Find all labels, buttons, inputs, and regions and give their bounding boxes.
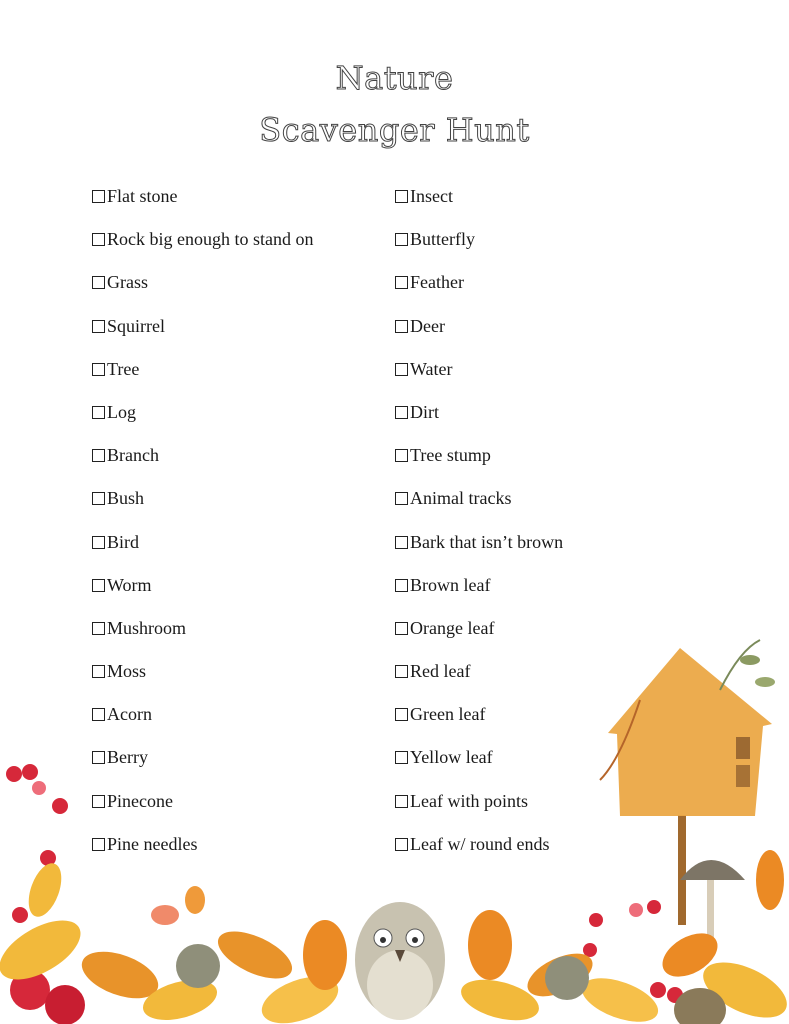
checklist-item-label: Brown leaf <box>410 574 491 595</box>
checkbox[interactable] <box>92 579 105 592</box>
checklist-item[interactable] <box>92 486 313 529</box>
checklist-item[interactable] <box>395 573 563 616</box>
checklist-item-label: Deer <box>410 315 445 336</box>
checkbox[interactable] <box>92 449 105 462</box>
checklist-item-label: Berry <box>107 747 148 768</box>
checklist-item-label: Tree stump <box>410 445 491 466</box>
checklist-item[interactable] <box>395 270 563 313</box>
checkbox[interactable] <box>92 838 105 851</box>
checkbox[interactable] <box>395 363 408 376</box>
checklist-item[interactable] <box>395 789 563 832</box>
checklist-item[interactable] <box>395 616 563 659</box>
checkbox[interactable] <box>92 536 105 549</box>
checklist-item-label: Dirt <box>410 401 439 422</box>
checkbox[interactable] <box>395 276 408 289</box>
checklist-item[interactable] <box>92 400 313 443</box>
checklist-item-label: Orange leaf <box>410 617 495 638</box>
checkbox[interactable] <box>395 536 408 549</box>
title-line-2: Scavenger Hunt <box>259 111 530 149</box>
checkbox[interactable] <box>395 665 408 678</box>
checkbox[interactable] <box>92 708 105 721</box>
checklist-right-column <box>395 184 563 875</box>
checklist-item-label: Log <box>107 401 136 422</box>
checklist-item[interactable] <box>395 702 563 745</box>
checklist-item-label: Acorn <box>107 704 152 725</box>
checklist-item[interactable] <box>395 659 563 702</box>
checkbox[interactable] <box>92 492 105 505</box>
checkbox[interactable] <box>395 622 408 635</box>
checklist-item-label: Pinecone <box>107 790 173 811</box>
checkbox[interactable] <box>92 665 105 678</box>
checkbox[interactable] <box>92 363 105 376</box>
checklist-item-label: Branch <box>107 445 159 466</box>
checkbox[interactable] <box>395 190 408 203</box>
owl-illustration <box>355 902 445 1020</box>
checkbox[interactable] <box>395 838 408 851</box>
checklist-item-label: Water <box>410 358 453 379</box>
checklist-item[interactable] <box>92 789 313 832</box>
checkbox[interactable] <box>92 795 105 808</box>
checkbox[interactable] <box>395 406 408 419</box>
checklist-item[interactable] <box>92 270 313 313</box>
title-line-1: Nature <box>335 59 454 97</box>
checkbox[interactable] <box>92 190 105 203</box>
checklist-item-label: Bush <box>107 488 145 509</box>
checkbox[interactable] <box>395 492 408 505</box>
checklist-item[interactable] <box>92 573 313 616</box>
checklist-item-label: Worm <box>107 574 152 595</box>
checklist-item-label: Yellow leaf <box>410 747 493 768</box>
checkbox[interactable] <box>395 233 408 246</box>
checklist-item-label: Leaf w/ round ends <box>410 833 550 854</box>
checklist-item[interactable] <box>92 227 313 270</box>
checklist-item[interactable] <box>395 443 563 486</box>
birdhouse-illustration <box>600 640 775 925</box>
checkbox[interactable] <box>92 751 105 764</box>
checklist-item[interactable] <box>395 227 563 270</box>
checklist-item[interactable] <box>395 314 563 357</box>
checklist-item[interactable] <box>395 832 563 875</box>
checkbox[interactable] <box>92 320 105 333</box>
checklist-item[interactable] <box>92 443 313 486</box>
checklist-item[interactable] <box>395 184 563 227</box>
checkbox[interactable] <box>92 276 105 289</box>
checklist-item-label: Bird <box>107 531 140 552</box>
checklist-item[interactable] <box>92 184 313 227</box>
checklist-item[interactable] <box>92 616 313 659</box>
checklist-item[interactable] <box>395 745 563 788</box>
checklist-item-label: Squirrel <box>107 315 165 336</box>
checklist-item[interactable] <box>395 400 563 443</box>
checklist-item-label: Red leaf <box>410 661 471 682</box>
checklist-item-label: Mushroom <box>107 617 187 638</box>
checkbox[interactable] <box>395 751 408 764</box>
checklist-item-label: Rock big enough to stand on <box>107 229 314 250</box>
page-title <box>0 52 789 156</box>
checkbox[interactable] <box>92 406 105 419</box>
checklist-item-label: Flat stone <box>107 186 178 206</box>
checklist-item-label: Pine needles <box>107 833 198 854</box>
checklist-item[interactable] <box>92 832 313 875</box>
checklist-item[interactable] <box>395 357 563 400</box>
checkbox[interactable] <box>395 320 408 333</box>
checklist-item-label: Animal tracks <box>410 488 512 509</box>
checkbox[interactable] <box>395 795 408 808</box>
checklist-item-label: Moss <box>107 661 147 682</box>
checklist-item-label: Leaf with points <box>410 790 528 811</box>
checklist-item-label: Green leaf <box>410 704 486 725</box>
checklist-item[interactable] <box>92 745 313 788</box>
checklist-left-column <box>92 184 313 875</box>
checklist-item-label: Insect <box>410 186 453 206</box>
checkbox[interactable] <box>395 708 408 721</box>
checklist-item[interactable] <box>92 357 313 400</box>
checkbox[interactable] <box>92 622 105 635</box>
checklist-item-label: Grass <box>107 272 148 293</box>
checkbox[interactable] <box>395 579 408 592</box>
checklist-item-label: Feather <box>410 272 464 293</box>
checklist-item-label: Bark that isn’t brown <box>410 531 564 552</box>
checklist-item[interactable] <box>92 530 313 573</box>
checkbox[interactable] <box>395 449 408 462</box>
checklist-item-label: Tree <box>107 358 140 379</box>
checklist-item[interactable] <box>92 659 313 702</box>
checklist-item-label: Butterfly <box>410 229 475 250</box>
checklist-item[interactable] <box>92 702 313 745</box>
checklist-item[interactable] <box>395 486 563 529</box>
checklist-item[interactable] <box>395 530 563 573</box>
checkbox[interactable] <box>92 233 105 246</box>
checklist-item[interactable] <box>92 314 313 357</box>
